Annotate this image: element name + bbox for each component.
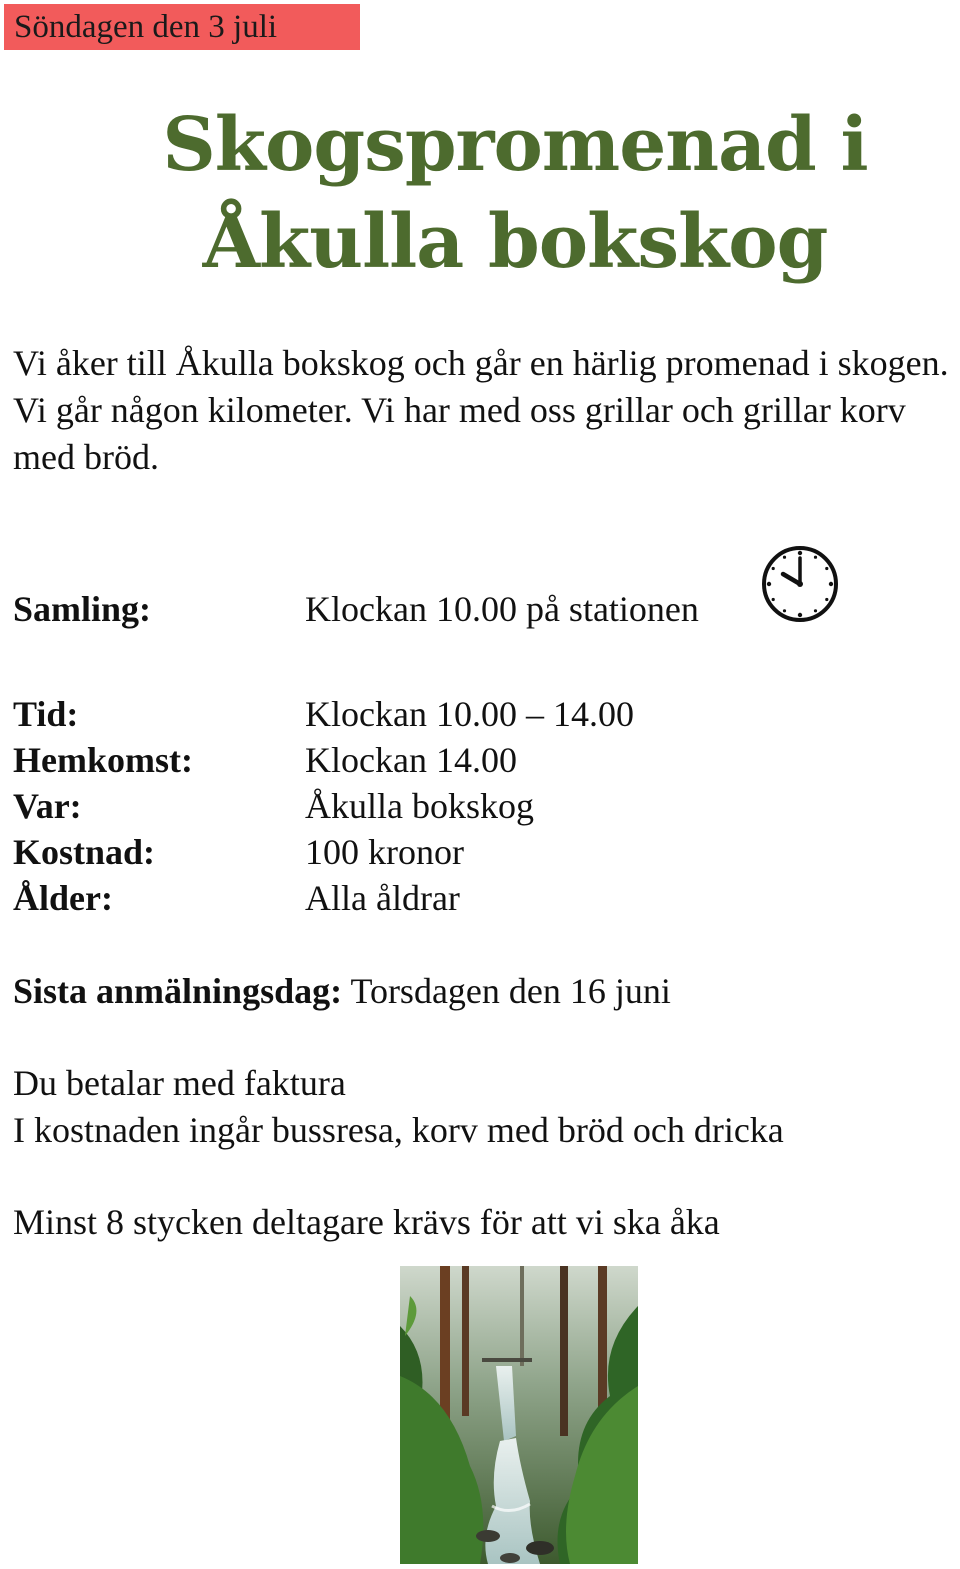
payment-text: Du betalar med faktura (13, 1063, 346, 1103)
page-title-line-1: Skogspromenad i (162, 102, 868, 188)
clock-icon (760, 544, 840, 624)
included-text: I kostnaden ingår bussresa, korv med bröd och dricka (13, 1110, 784, 1150)
detail-value: Klockan 14.00 (305, 740, 517, 780)
detail-value: Alla åldrar (305, 878, 460, 918)
detail-label: Kostnad: (13, 832, 156, 872)
deadline-label: Sista anmälningsdag: (13, 971, 343, 1011)
date-badge: Söndagen den 3 juli (4, 4, 360, 50)
forest-waterfall-photo (400, 1266, 638, 1564)
minimum-participants-text: Minst 8 stycken deltagare krävs för att vi ska åka (13, 1202, 720, 1242)
detail-value: Klockan 10.00 på stationen (305, 589, 699, 629)
detail-value: Klockan 10.00 – 14.00 (305, 694, 634, 734)
deadline-value: Torsdagen den 16 juni (350, 971, 671, 1011)
detail-label: Var: (13, 786, 82, 826)
detail-label: Samling: (13, 589, 152, 629)
deadline-line (13, 968, 671, 1014)
detail-label: Tid: (13, 694, 79, 734)
detail-label: Ålder: (13, 878, 113, 918)
page-title-line-2: Åkulla bokskog (202, 199, 828, 285)
detail-label: Hemkomst: (13, 740, 193, 780)
detail-value: Åkulla bokskog (305, 786, 534, 826)
detail-value: 100 kronor (305, 832, 464, 872)
intro-paragraph: Vi åker till Åkulla bokskog och går en härlig promenad i skogen. Vi går någon kilometer. Vi har med oss grillar och grillar korv med bröd. (13, 343, 949, 477)
